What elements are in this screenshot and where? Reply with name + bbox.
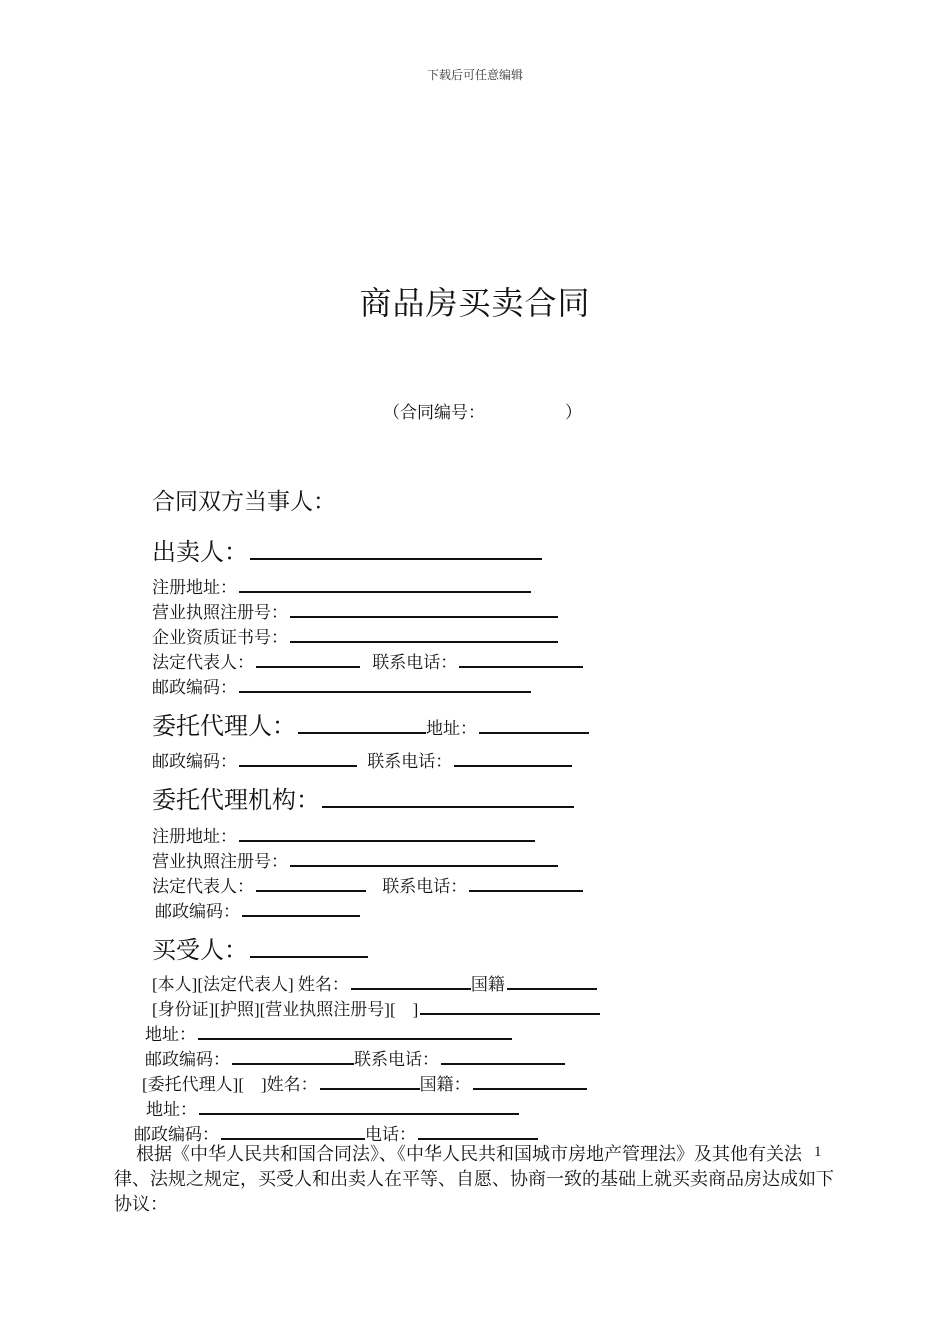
agency-name-field[interactable]: [322, 786, 574, 808]
agency-phone-label: 联系电话：: [382, 877, 468, 896]
agent-contact-line: [152, 747, 572, 772]
agency-reg-address-line: [152, 822, 535, 847]
agent-line: [152, 706, 589, 741]
buyer-agent-nationality-field[interactable]: [473, 1072, 587, 1090]
buyer-agent-line: [142, 1070, 587, 1095]
buyer-agent-name-field[interactable]: [320, 1072, 420, 1090]
seller-reg-address-label: 注册地址：: [152, 578, 237, 597]
buyer-address-line: [145, 1020, 512, 1045]
buyer-person-label: [本人][法定代表人] 姓名：: [152, 975, 349, 994]
seller-license-label: 营业执照注册号：: [152, 603, 288, 622]
buyer-nationality-field[interactable]: [507, 972, 597, 990]
seller-rep-field[interactable]: [256, 650, 360, 668]
seller-phone-label: 联系电话：: [372, 653, 458, 672]
seller-reg-address-line: [152, 573, 531, 598]
agent-postcode-field[interactable]: [239, 749, 357, 767]
buyer-agent-address-field[interactable]: [199, 1097, 519, 1115]
page-number: 1: [810, 1144, 826, 1161]
contract-number-label: （合同编号：: [383, 403, 485, 422]
agency-license-field[interactable]: [290, 849, 558, 867]
buyer-phone-label: 联系电话：: [354, 1050, 439, 1069]
buyer-phone-field[interactable]: [441, 1047, 565, 1065]
agency-rep-field[interactable]: [256, 874, 366, 892]
buyer-label: 买受人：: [152, 936, 248, 964]
seller-license-line: [152, 598, 558, 623]
seller-rep-line: [152, 648, 583, 673]
buyer-agent-phone-field[interactable]: [418, 1122, 538, 1140]
agent-address-field[interactable]: [479, 716, 589, 734]
buyer-name-field[interactable]: [250, 936, 368, 958]
document-title: 商品房买卖合同: [359, 284, 591, 322]
seller-postcode-field[interactable]: [239, 675, 531, 693]
contract-number-close: ）: [565, 403, 582, 422]
seller-rep-label: 法定代表人：: [152, 653, 254, 672]
buyer-agent-postcode-label: 邮政编码：: [134, 1125, 219, 1144]
agency-postcode-field[interactable]: [242, 899, 360, 917]
seller-phone-field[interactable]: [459, 650, 583, 668]
seller-qualification-field[interactable]: [290, 625, 558, 643]
agent-phone-label: 联系电话：: [367, 752, 453, 771]
agreement-text: 根据《中华人民共和国合同法》、《中华人民共和国城市房地产管理法》及其他有关法律、法规之规定，买受人和出卖人在平等、自愿、协商一致的基础上就买卖商品房达成如下协议：: [114, 1144, 834, 1214]
buyer-agent-label: [委托代理人][ ]姓名：: [142, 1075, 318, 1094]
seller-line: [152, 532, 542, 567]
agency-license-line: [152, 847, 558, 872]
seller-license-field[interactable]: [290, 600, 558, 618]
agency-label: 委托代理机构：: [152, 786, 320, 814]
agreement-paragraph: [114, 1142, 836, 1217]
seller-qualification-line: [152, 623, 558, 648]
agency-rep-label: 法定代表人：: [152, 877, 254, 896]
buyer-id-label: [身份证][护照][营业执照注册号][ ]: [152, 1000, 419, 1019]
seller-postcode-label: 邮政编码：: [152, 678, 237, 697]
buyer-person-line: [152, 970, 597, 995]
seller-label: 出卖人：: [152, 538, 248, 566]
seller-name-field[interactable]: [250, 538, 542, 560]
agent-phone-field[interactable]: [454, 749, 572, 767]
buyer-address-label: 地址：: [145, 1025, 196, 1044]
buyer-id-field[interactable]: [420, 997, 600, 1015]
buyer-contact-line: [145, 1045, 565, 1070]
buyer-line: [152, 930, 368, 965]
contract-number: [383, 398, 582, 423]
agency-phone-field[interactable]: [469, 874, 583, 892]
agency-line: [152, 780, 574, 815]
parties-heading: 合同双方当事人：: [152, 489, 336, 515]
agency-reg-address-label: 注册地址：: [152, 827, 237, 846]
agent-address-label: 地址：: [426, 719, 477, 738]
agent-name-field[interactable]: [298, 712, 426, 734]
buyer-postcode-label: 邮政编码：: [145, 1050, 230, 1069]
seller-reg-address-field[interactable]: [239, 575, 531, 593]
buyer-agent-postcode-field[interactable]: [221, 1122, 365, 1140]
buyer-agent-address-label: 地址：: [146, 1100, 197, 1119]
agency-postcode-line: [155, 897, 360, 922]
agency-postcode-label: 邮政编码：: [155, 902, 240, 921]
buyer-nationality-label: 国籍: [470, 975, 505, 994]
seller-qualification-label: 企业资质证书号：: [152, 628, 288, 647]
buyer-address-field[interactable]: [198, 1022, 512, 1040]
buyer-agent-nationality-label: 国籍：: [419, 1075, 471, 1094]
buyer-id-line: [152, 995, 600, 1020]
buyer-agent-address-line: [146, 1095, 519, 1120]
buyer-person-name-field[interactable]: [351, 972, 471, 990]
buyer-agent-phone-label: 电话：: [365, 1125, 416, 1144]
agency-license-label: 营业执照注册号：: [152, 852, 288, 871]
seller-postcode-line: [152, 673, 531, 698]
agent-postcode-label: 邮政编码：: [152, 752, 237, 771]
buyer-postcode-field[interactable]: [232, 1047, 354, 1065]
agent-label: 委托代理人：: [152, 712, 296, 740]
header-note: 下载后可任意编辑: [426, 68, 523, 82]
agency-reg-address-field[interactable]: [239, 824, 535, 842]
agency-rep-line: [152, 872, 583, 897]
